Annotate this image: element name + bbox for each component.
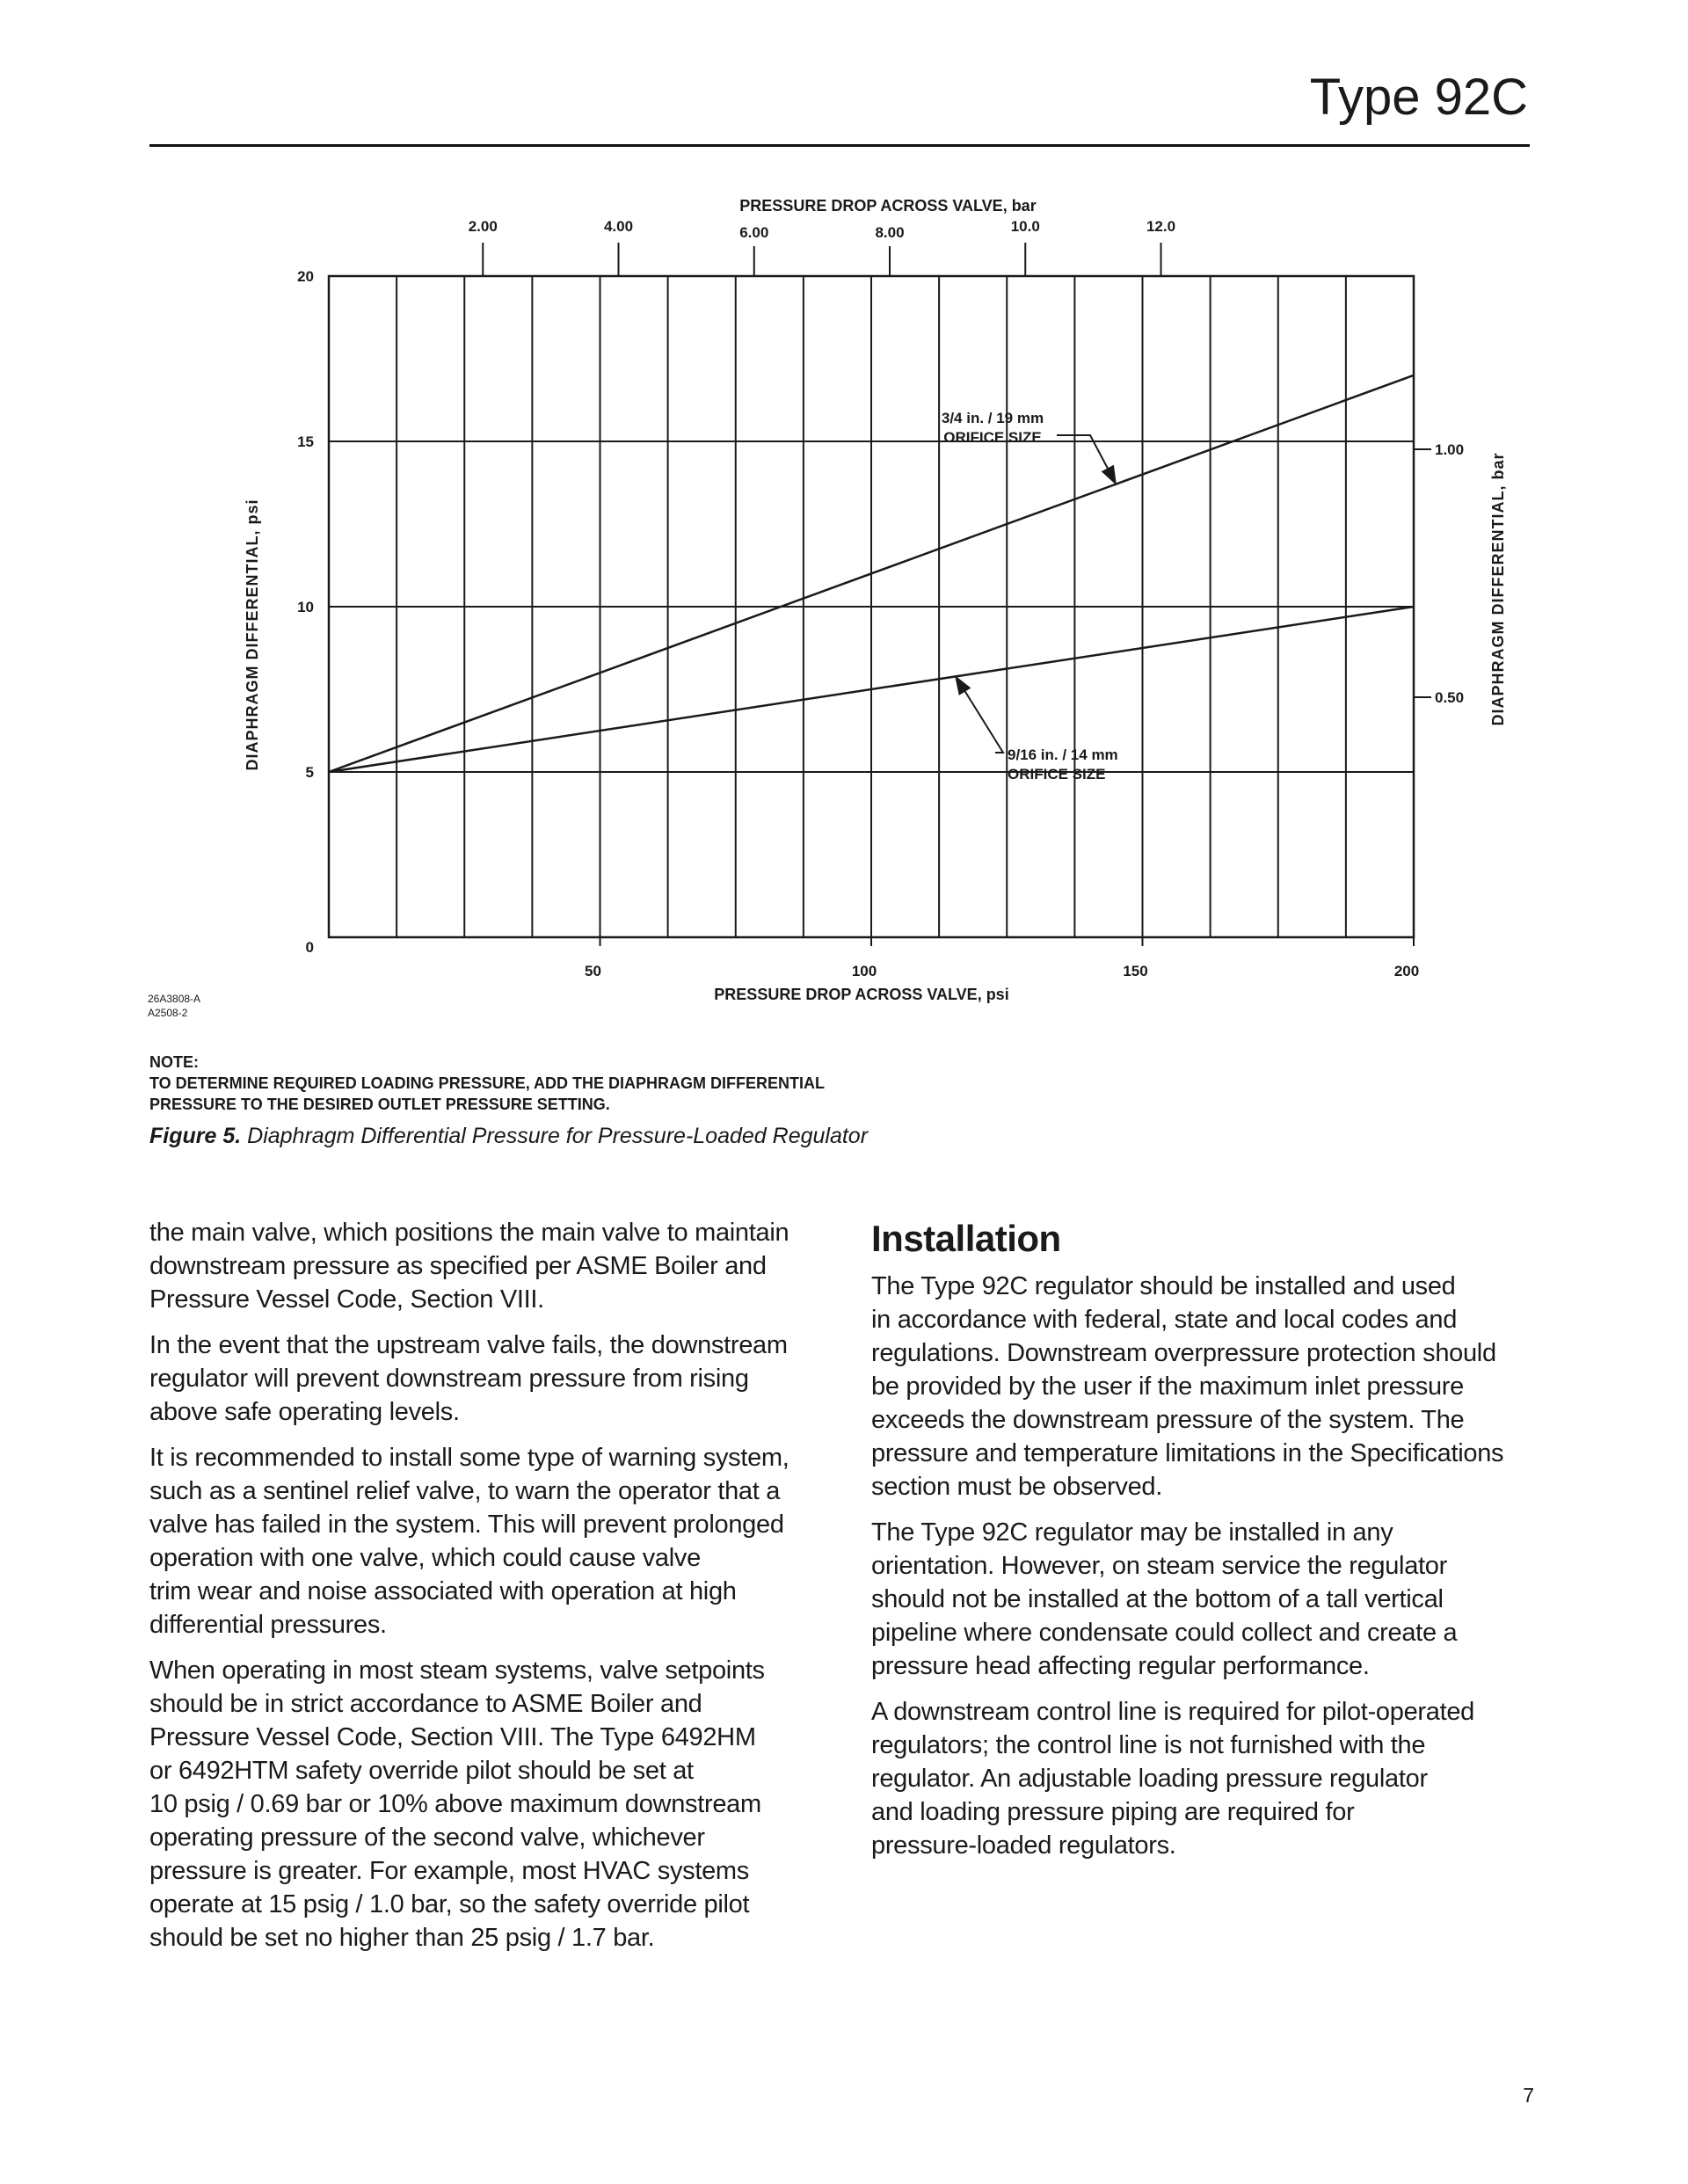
x-tick-label: 200 [1393, 963, 1420, 979]
text-line: The Type 92C regulator may be installed in any [871, 1518, 1393, 1547]
text-line: trim wear and noise associated with operation at high [149, 1577, 737, 1605]
note-heading: NOTE: [149, 1053, 199, 1071]
text-line: should be in strict accordance to ASME Boiler and [149, 1690, 702, 1718]
drawing-code: 26A3808-A [148, 993, 201, 1005]
annotation-label: 3/4 in. / 19 mm [941, 410, 1044, 426]
text-line: It is recommended to install some type of warning system, [149, 1444, 789, 1472]
text-line: Pressure Vessel Code, Section VIII. [149, 1285, 544, 1314]
y-tick-label: 10 [297, 599, 314, 615]
y-tick-label: 15 [297, 433, 314, 450]
text-line: in accordance with federal, state and local codes and [871, 1306, 1458, 1334]
paragraph [871, 1695, 1575, 1862]
text-line: regulations. Downstream overpressure protection should [871, 1339, 1496, 1367]
y2-tick-label: 0.50 [1435, 689, 1465, 706]
note-line: TO DETERMINE REQUIRED LOADING PRESSURE, ADD THE DIAPHRAGM DIFFERENTIAL [149, 1074, 826, 1092]
x2-tick-label: 4.00 [603, 218, 634, 235]
y2-axis-title: DIAPHRAGM DIFFERENTIAL, bar [1489, 452, 1507, 726]
x2-axis-title: PRESSURE DROP ACROSS VALVE, bar [739, 197, 1037, 215]
text-line: A downstream control line is required for pilot-operated [871, 1698, 1475, 1726]
text-line: regulator will prevent downstream pressure from rising [149, 1365, 749, 1393]
text-line: above safe operating levels. [149, 1398, 460, 1426]
text-line: In the event that the upstream valve fails, the downstream [149, 1331, 788, 1359]
text-line: regulator. An adjustable loading pressure regulator [871, 1765, 1428, 1793]
text-line: Pressure Vessel Code, Section VIII. The Type 6492HM [149, 1723, 756, 1751]
text-line: pressure head affecting regular performance. [871, 1652, 1370, 1680]
text-line: operation with one valve, which could cause valve [149, 1544, 701, 1572]
note-line: PRESSURE TO THE DESIRED OUTLET PRESSURE SETTING. [149, 1096, 610, 1113]
text-line: be provided by the user if the maximum inlet pressure [871, 1372, 1464, 1401]
text-line: operating pressure of the second valve, whichever [149, 1824, 705, 1852]
figure-note [149, 1052, 825, 1115]
text-line: should be set no higher than 25 psig / 1.7 bar. [149, 1924, 655, 1952]
annotation-label: 9/16 in. / 14 mm [1008, 746, 1118, 763]
text-line: The Type 92C regulator should be installed and used [871, 1272, 1456, 1300]
text-line: 10 psig / 0.69 bar or 10% above maximum downstream [149, 1790, 761, 1818]
text-line: or 6492HTM safety override pilot should be set at [149, 1757, 694, 1785]
x-tick-label: 50 [585, 963, 601, 979]
installation-heading: Installation [871, 1218, 1061, 1259]
paragraph [149, 1329, 853, 1429]
text-line: and loading pressure piping are required for [871, 1798, 1355, 1826]
body-right-column [871, 1216, 1575, 1875]
x2-tick-label: 10.0 [1010, 218, 1040, 235]
text-line: regulators; the control line is not furnished with the [871, 1731, 1426, 1759]
figure-label: Figure 5. [149, 1124, 242, 1148]
diaphragm-differential-chart [0, 0, 1688, 1055]
text-line: downstream pressure as specified per ASME Boiler and [149, 1252, 767, 1280]
text-line: pressure is greater. For example, most HVAC systems [149, 1857, 749, 1885]
leader-arrowhead [955, 675, 971, 695]
y2-tick-label: 1.00 [1435, 441, 1465, 458]
leader-arrowhead [1102, 465, 1117, 485]
text-line: differential pressures. [149, 1611, 387, 1639]
text-line: section must be observed. [871, 1473, 1163, 1501]
page-header-title: Type 92C [1309, 69, 1528, 126]
body-left-column [149, 1216, 853, 1967]
paragraph [871, 1516, 1575, 1683]
paragraph [149, 1654, 853, 1955]
text-line: exceeds the downstream pressure of the system. The [871, 1406, 1465, 1434]
x2-tick-label: 2.00 [468, 218, 498, 235]
figure-caption-text: Diaphragm Differential Pressure for Pressure-Loaded Regulator [247, 1124, 869, 1148]
y-tick-label: 20 [297, 268, 314, 285]
x-tick-label: 150 [1123, 963, 1148, 979]
page-number: 7 [1523, 2084, 1534, 2107]
text-line: orientation. However, on steam service the regulator [871, 1552, 1447, 1580]
drawing-code: A2508-2 [148, 1007, 188, 1019]
x2-tick-label: 6.00 [739, 224, 769, 241]
paragraph [149, 1216, 853, 1316]
text-line: pressure-loaded regulators. [871, 1831, 1176, 1860]
annotation-label: ORIFICE SIZE [1008, 766, 1106, 783]
x-tick-label: 100 [851, 963, 877, 979]
y-axis-title: DIAPHRAGM DIFFERENTIAL, psi [244, 499, 261, 771]
x2-tick-label: 8.00 [875, 224, 905, 241]
text-line: operate at 15 psig / 1.0 bar, so the safety override pilot [149, 1890, 750, 1918]
y-tick-label: 5 [305, 764, 314, 781]
text-line: such as a sentinel relief valve, to warn the operator that a [149, 1477, 781, 1505]
annotation-label: ORIFICE SIZE [943, 429, 1042, 446]
text-line: When operating in most steam systems, valve setpoints [149, 1656, 765, 1685]
text-line: pipeline where condensate could collect and create a [871, 1619, 1458, 1647]
y-tick-label: 0 [305, 939, 314, 956]
text-line: should not be installed at the bottom of a tall vertical [871, 1585, 1444, 1613]
paragraph [149, 1441, 853, 1642]
paragraph [871, 1270, 1575, 1503]
figure-caption [149, 1124, 868, 1149]
x-axis-title: PRESSURE DROP ACROSS VALVE, psi [714, 986, 1009, 1003]
text-line: pressure and temperature limitations in the Specifications [871, 1439, 1504, 1467]
text-line: the main valve, which positions the main valve to maintain [149, 1219, 789, 1247]
x2-tick-label: 12.0 [1146, 218, 1176, 235]
text-line: valve has failed in the system. This will prevent prolonged [149, 1511, 784, 1539]
